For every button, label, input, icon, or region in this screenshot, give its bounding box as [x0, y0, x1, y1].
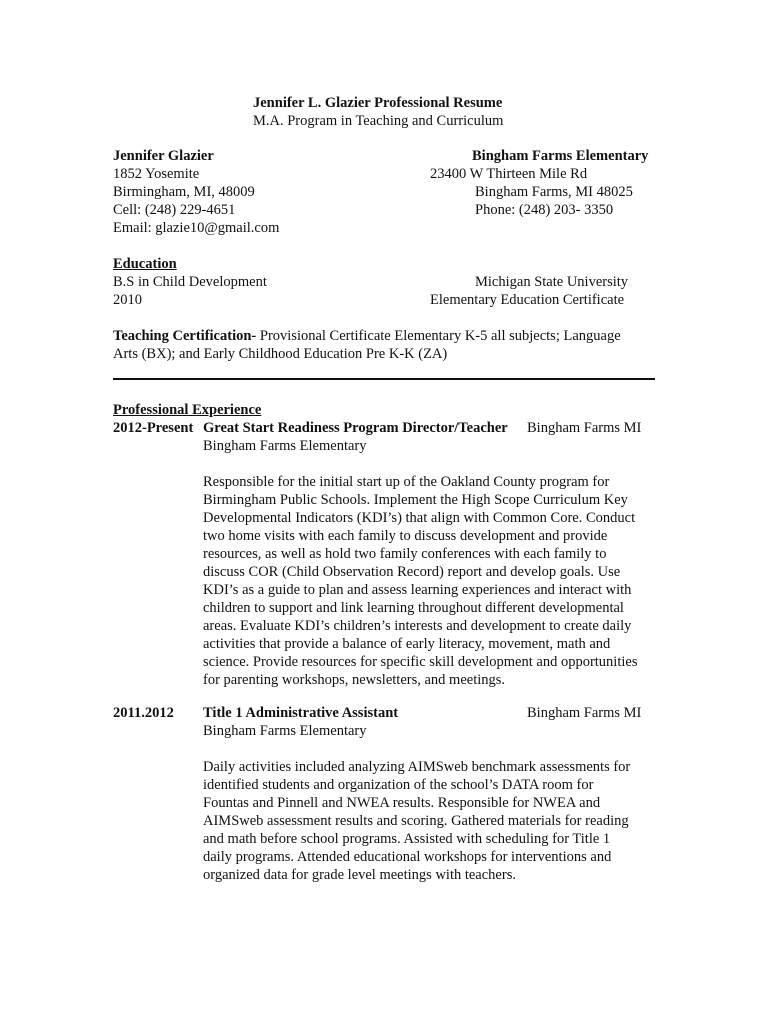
job-1-location: Bingham Farms MI [527, 420, 642, 436]
job-1-description-line: for parenting workshops, newsletters, and meetings. [203, 672, 506, 688]
contact-name: Jennifer Glazier [113, 148, 214, 164]
contact-email: Email: glazie10@gmail.com [113, 220, 280, 236]
job-1-title: Great Start Readiness Program Director/Teacher [203, 420, 508, 436]
contact-cell: Cell: (248) 229-4651 [113, 202, 236, 218]
education-year: 2010 [113, 292, 142, 308]
education-degree: B.S in Child Development [113, 274, 267, 290]
job-1-description-line: Responsible for the initial start up of the Oakland County program for [203, 474, 610, 490]
job-1-description-line: discuss COR (Child Observation Record) report and develop goals. Use [203, 564, 621, 580]
job-2-employer: Bingham Farms Elementary [203, 723, 367, 739]
job-2-description-line: AIMSweb assessment results and scoring. Gathered materials for reading [203, 813, 629, 829]
education-certificate: Elementary Education Certificate [430, 292, 625, 308]
resume-title: Jennifer L. Glazier Professional Resume [253, 95, 503, 111]
job-2-description-line: organized data for grade level meetings with teachers. [203, 867, 516, 883]
job-2-description-line: Fountas and Pinnell and NWEA results. Responsible for NWEA and [203, 795, 601, 811]
job-1-description-line: Birmingham Public Schools. Implement the High Scope Curriculum Key [203, 492, 628, 508]
job-2-description-line: Daily activities included analyzing AIMSweb benchmark assessments for [203, 759, 631, 775]
job-1-description-line: Developmental Indicators (KDI’s) that align with Common Core. Conduct [203, 510, 636, 526]
certification-line-1 [113, 327, 621, 345]
contact-city: Birmingham, MI, 48009 [113, 184, 255, 200]
certification-label: Teaching Certification- [113, 328, 257, 344]
contact-street: 1852 Yosemite [113, 166, 200, 182]
employer-name: Bingham Farms Elementary [472, 148, 649, 164]
job-1-description-line: two home visits with each family to discuss development and provide [203, 528, 608, 544]
section-divider [113, 378, 655, 380]
employer-street: 23400 W Thirteen Mile Rd [430, 166, 588, 182]
certification-text-1: Provisional Certificate Elementary K-5 all subjects; Language [256, 328, 621, 344]
job-2-description-line: and math before school programs. Assisted with scheduling for Title 1 [203, 831, 611, 847]
employer-phone: Phone: (248) 203- 3350 [475, 202, 614, 218]
job-2-dates: 2011.2012 [113, 705, 174, 721]
job-2-location: Bingham Farms MI [527, 705, 642, 721]
education-heading: Education [113, 256, 177, 272]
resume-subtitle: M.A. Program in Teaching and Curriculum [253, 113, 504, 129]
job-2-description [203, 758, 663, 884]
employer-city: Bingham Farms, MI 48025 [475, 184, 633, 200]
job-1-description-line: areas. Evaluate KDI’s children’s interests and development to create daily [203, 618, 632, 634]
job-1-description-line: KDI’s as a guide to plan and assess learning experiences and interact with [203, 582, 632, 598]
job-2-title: Title 1 Administrative Assistant [203, 705, 399, 721]
job-1-description-line: resources, as well as hold two family conferences with each family to [203, 546, 607, 562]
job-1-description [203, 473, 663, 689]
education-school: Michigan State University [475, 274, 629, 290]
job-2-description-line: daily programs. Attended educational workshops for interventions and [203, 849, 612, 865]
experience-heading: Professional Experience [113, 402, 262, 418]
job-1-description-line: science. Provide resources for specific skill development and opportunities [203, 654, 638, 670]
certification-text-2: Arts (BX); and Early Childhood Education Pre K-K (ZA) [113, 346, 448, 362]
job-2-description-line: identified students and organization of the school’s DATA room for [203, 777, 594, 793]
job-1-dates: 2012-Present [113, 420, 194, 436]
job-1-description-line: activities that provide a balance of early literacy, movement, math and [203, 636, 611, 652]
job-1-description-line: children to support and link learning throughout different developmental [203, 600, 624, 616]
job-1-employer: Bingham Farms Elementary [203, 438, 367, 454]
